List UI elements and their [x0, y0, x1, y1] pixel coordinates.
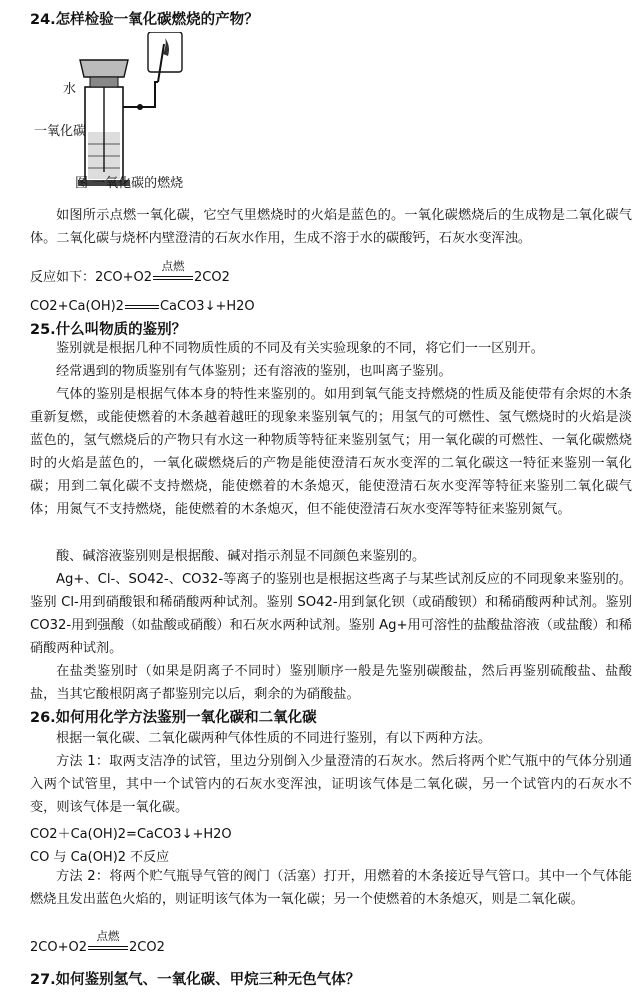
q24-equation-1	[30, 258, 230, 285]
q24-equation-2	[30, 299, 255, 314]
q26-equation-1: CO2＋Ca(OH)2=CaCO3↓+H2O	[30, 827, 232, 842]
figure-caption: 图 一氧化碳的燃烧	[75, 176, 184, 191]
q25-paragraph-2: 经常遇到的物质鉴别有气体鉴别；还有溶液的鉴别，也叫离子鉴别。	[56, 364, 452, 379]
q25-title: 25.什么叫物质的鉴别？	[30, 322, 187, 338]
equals-sign	[125, 301, 159, 313]
eq3-right: 2CO2	[128, 940, 165, 955]
q26-paragraph-1: 根据一氧化碳、二氧化碳两种气体性质的不同进行鉴别，有以下两种方法。	[56, 731, 492, 746]
eq2-right: CaCO3↓+H2O	[159, 299, 255, 314]
reaction-arrow	[88, 928, 128, 955]
q26-method-2: 方法 2：将两个贮气瓶导气管的阀门（活塞）打开，用燃着的木条接近导气管口。其中一个气体能燃烧且发出蓝色火焰的，则证明该气体为一氧化碳；另一个使燃着的木条熄灭，则是二氧化碳。	[30, 869, 632, 907]
q26-title: 26.如何用化学方法鉴别一氧化碳和二氧化碳	[30, 710, 317, 726]
q26-equation-3	[30, 928, 165, 955]
eq1-left: 反应如下：2CO+O2	[30, 270, 152, 285]
reaction-arrow	[153, 258, 193, 285]
q25-paragraph-6: 在盐类鉴别时（如果是阴离子不同时）鉴别顺序一般是先鉴别碳酸盐，然后再鉴别硫酸盐、盐酸盐，当其它酸根阴离子都鉴别完以后，剩余的为硝酸盐。	[30, 664, 632, 702]
q24-paragraph: 如图所示点燃一氧化碳，它空气里燃烧时的火焰是蓝色的。一氧化碳燃烧后的生成物是二氧化碳气体。二氧化碳与烧杯内壁澄清的石灰水作用，生成不溶于水的碳酸钙，石灰水变浑浊。	[30, 208, 632, 246]
eq3-left: 2CO+O2	[30, 940, 87, 955]
q27-title: 27.如何鉴别氢气、一氧化碳、甲烷三种无色气体？	[30, 972, 361, 988]
q25-paragraph-5: Ag+、Cl-、SO42-、CO32-等离子的鉴别也是根据这些离子与某些试剂反应的不同现象来鉴别的。鉴别 Cl-用到硝酸银和稀硝酸两种试剂。鉴别 SO42-用到氯化钡（或硝酸钡）和稀硝酸两种试剂。鉴别 CO32-用到强酸（如盐酸或硝酸）和石灰水两种试剂。鉴别 Ag+用可溶性的盐酸盐溶液（或盐酸）和稀硝酸两种试剂。	[30, 572, 632, 656]
q26-method-1: 方法 1：取两支洁净的试管，里边分别倒入少量澄清的石灰水。然后将两个贮气瓶中的气体分别通入两个试管里，其中一个试管内的石灰水变浑浊，证明该气体是二氧化碳，另一个试管内的石灰水不变，则该气体是一氧化碳。	[30, 754, 632, 815]
q25-paragraph-1: 鉴别就是根据几种不同物质性质的不同及有关实验现象的不同，将它们一一区别开。	[56, 341, 544, 356]
eq2-left: CO2+Ca(OH)2	[30, 299, 124, 314]
eq1-right: 2CO2	[193, 270, 230, 285]
q25-paragraph-3: 气体的鉴别是根据气体本身的特性来鉴别的。如用到氧气能支持燃烧的性质及能使带有余烬的木条重新复燃，或能使燃着的木条越着越旺的现象来鉴别氧气的；用氢气的可燃性、氢气燃烧时的火焰是淡蓝色的，氢气燃烧后的产物只有水这一种物质等特征来鉴别氢气；用一氧化碳的可燃性、一氧化碳燃烧时的火焰是蓝色的，一氧化碳燃烧后的产物是能使澄清石灰水变浑的二氧化碳这一特征来鉴别一氧化碳；用到二氧化碳不支持燃烧，能使燃着的木条熄灭，能使澄清石灰水变浑等特征来鉴别二氧化碳气体；用氮气不支持燃烧，能使燃着的木条熄灭，但不能使澄清石灰水变浑等特征来鉴别氮气。	[30, 387, 632, 517]
figure-label-co: 一氧化碳	[34, 124, 87, 139]
q25-paragraph-4: 酸、碱溶液鉴别则是根据酸、碱对指示剂显不同颜色来鉴别的。	[56, 549, 426, 564]
q24-title: 24.怎样检验一氧化碳燃烧的产物？	[30, 12, 259, 28]
reaction-condition: 点燃	[96, 928, 120, 943]
co-combustion-figure	[30, 32, 210, 192]
q26-equation-2: CO 与 Ca(OH)2 不反应	[30, 850, 170, 865]
reaction-condition: 点燃	[161, 258, 185, 273]
figure-label-water: 水	[63, 82, 77, 97]
